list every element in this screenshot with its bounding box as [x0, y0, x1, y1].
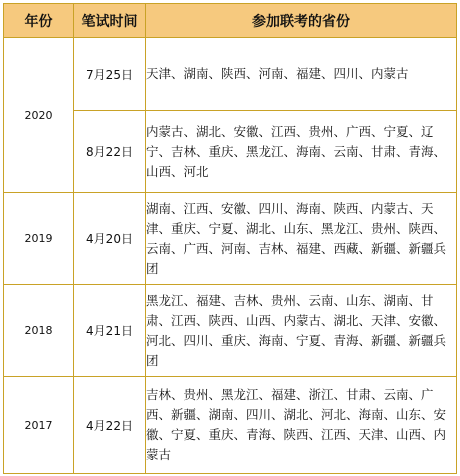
- table-row: [4, 377, 457, 474]
- provinces-cell: 湖南、江西、安徽、四川、海南、陕西、内蒙古、天津、重庆、宁夏、湖北、山东、黑龙江、贵州、陕西、云南、广西、河南、吉林、福建、西藏、新疆、新疆兵团: [146, 193, 457, 285]
- provinces-cell: 吉林、贵州、黑龙江、福建、浙江、甘肃、云南、广西、新疆、湖南、四川、湖北、河北、海南、山东、安徽、宁夏、重庆、青海、陕西、江西、天津、山西、内蒙古: [146, 377, 457, 474]
- year-cell: 2017: [4, 377, 74, 474]
- year-cell: 2018: [4, 285, 74, 377]
- year-cell: 2019: [4, 193, 74, 285]
- provinces-cell: 黑龙江、福建、吉林、贵州、云南、山东、湖南、甘肃、江西、陕西、山西、内蒙古、湖北、天津、安徽、河北、四川、重庆、海南、宁夏、青海、新疆、新疆兵团: [146, 285, 457, 377]
- provinces-cell: 天津、湖南、陕西、河南、福建、四川、内蒙古: [146, 38, 457, 111]
- date-cell: 8月22日: [74, 111, 146, 193]
- date-cell: 4月20日: [74, 193, 146, 285]
- date-cell: 7月25日: [74, 38, 146, 111]
- table-row: [4, 38, 457, 111]
- exam-schedule-table: [3, 3, 457, 474]
- header-exam-date: 笔试时间: [74, 4, 146, 38]
- provinces-cell: 内蒙古、湖北、安徽、江西、贵州、广西、宁夏、辽宁、吉林、重庆、黑龙江、海南、云南、甘肃、青海、山西、河北: [146, 111, 457, 193]
- date-cell: 4月22日: [74, 377, 146, 474]
- header-year: 年份: [4, 4, 74, 38]
- header-provinces: 参加联考的省份: [146, 4, 457, 38]
- header-row: [4, 4, 457, 38]
- table-row: [4, 193, 457, 285]
- date-cell: 4月21日: [74, 285, 146, 377]
- table-row: [4, 285, 457, 377]
- year-cell: 2020: [4, 38, 74, 193]
